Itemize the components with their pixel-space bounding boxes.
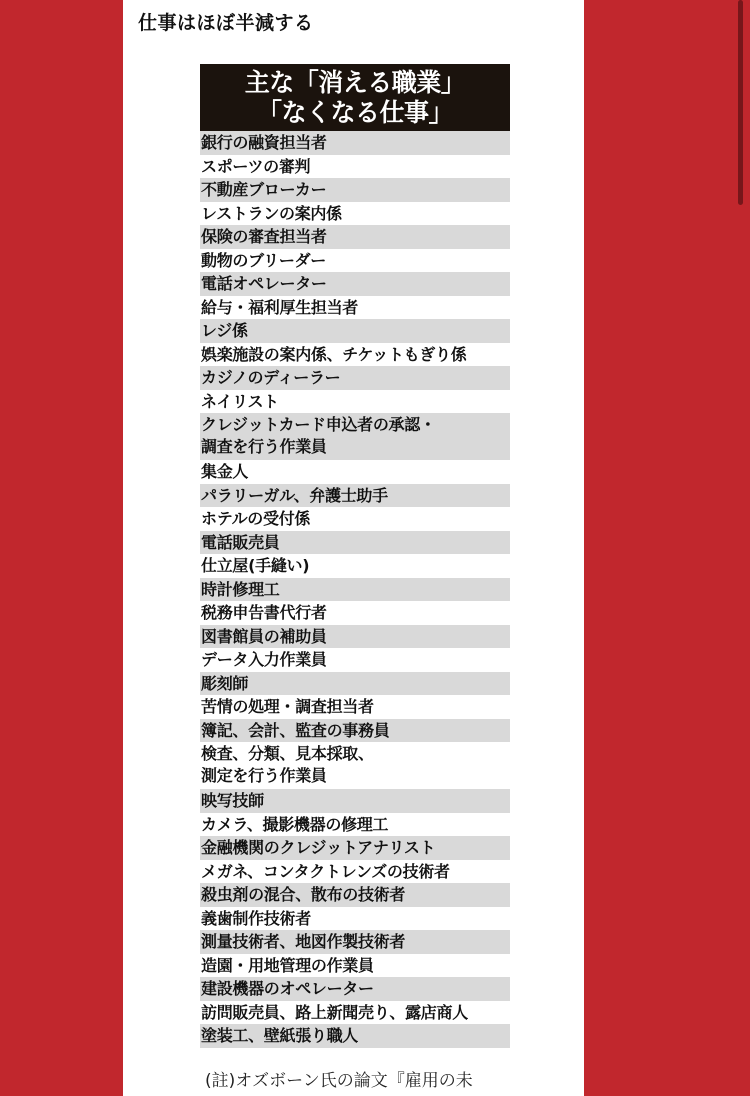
job-list-item: 時計修理工	[200, 578, 510, 602]
job-list-item: 映写技師	[200, 789, 510, 813]
job-list-item: 殺虫剤の混合、散布の技術者	[200, 883, 510, 907]
banner-line-1: 主な「消える職業」	[244, 67, 466, 97]
job-list-item: レストランの案内係	[200, 202, 510, 226]
job-list-item: 給与・福利厚生担当者	[200, 296, 510, 320]
job-list-item: 娯楽施設の案内係、チケットもぎり係	[200, 343, 510, 367]
section-heading: 仕事はほぼ半減する	[138, 12, 314, 34]
job-list-item: カメラ、撮影機器の修理工	[200, 813, 510, 837]
job-list-item: スポーツの審判	[200, 155, 510, 179]
job-list-item: 電話販売員	[200, 531, 510, 555]
job-list-item: 仕立屋(手縫い)	[200, 554, 510, 578]
job-list-item: 図書館員の補助員	[200, 625, 510, 649]
job-list-item: 測量技術者、地図作製技術者	[200, 930, 510, 954]
footnote: (註)オズボーン氏の論文『雇用の未	[205, 1071, 473, 1091]
job-list-item: 塗装工、壁紙張り職人	[200, 1024, 510, 1048]
scrollbar[interactable]	[738, 0, 743, 205]
job-list-item: データ入力作業員	[200, 648, 510, 672]
job-list-item: 造園・用地管理の作業員	[200, 954, 510, 978]
job-list-item: 彫刻師	[200, 672, 510, 696]
banner-line-2: 「なくなる仕事」	[256, 97, 453, 127]
job-list	[200, 131, 510, 1048]
job-list-item: 金融機関のクレジットアナリスト	[200, 836, 510, 860]
job-list-item: 義歯制作技術者	[200, 907, 510, 931]
job-list-item: 集金人	[200, 460, 510, 484]
job-list-item: 訪問販売員、路上新聞売り、露店商人	[200, 1001, 510, 1025]
job-list-item: 動物のブリーダー	[200, 249, 510, 273]
article-page	[123, 0, 584, 1096]
job-list-item: 検査、分類、見本採取、 測定を行う作業員	[200, 742, 510, 789]
job-list-item: 建設機器のオペレーター	[200, 977, 510, 1001]
job-list-item: 銀行の融資担当者	[200, 131, 510, 155]
job-list-item: レジ係	[200, 319, 510, 343]
job-list-item: メガネ、コンタクトレンズの技術者	[200, 860, 510, 884]
jobs-figure	[200, 64, 510, 1048]
job-list-item: 税務申告書代行者	[200, 601, 510, 625]
job-list-item: クレジットカード申込者の承認・ 調査を行う作業員	[200, 413, 510, 460]
job-list-item: 保険の審査担当者	[200, 225, 510, 249]
job-list-item: ネイリスト	[200, 390, 510, 414]
job-list-item: 不動産ブローカー	[200, 178, 510, 202]
job-list-item: カジノのディーラー	[200, 366, 510, 390]
job-list-item: 電話オペレーター	[200, 272, 510, 296]
job-list-item: 簿記、会計、監査の事務員	[200, 719, 510, 743]
job-list-item: 苦情の処理・調査担当者	[200, 695, 510, 719]
job-list-item: ホテルの受付係	[200, 507, 510, 531]
figure-banner	[200, 64, 510, 131]
job-list-item: パラリーガル、弁護士助手	[200, 484, 510, 508]
